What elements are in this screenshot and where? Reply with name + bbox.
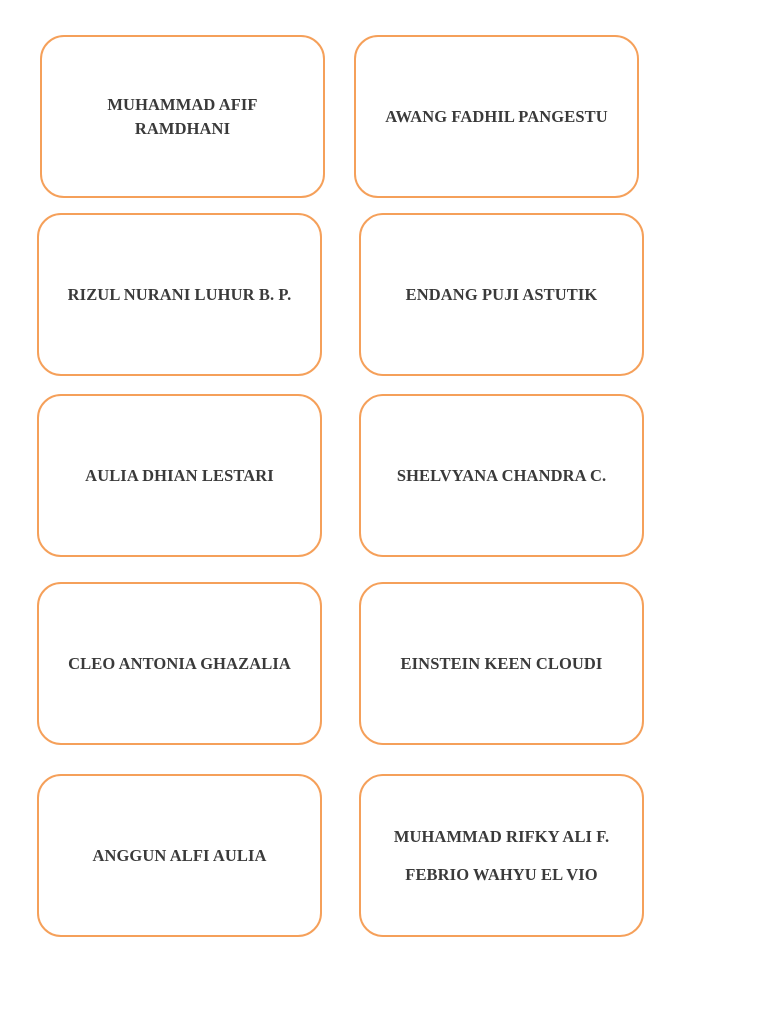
name-card (37, 394, 322, 557)
name-card (37, 582, 322, 745)
card-name-label: ANGGUN ALFI AULIA (92, 845, 267, 865)
name-card (359, 394, 644, 557)
card-name-label: FEBRIO WAHYU EL VIO (405, 864, 598, 884)
card-name-label: MUHAMMAD RIFKY ALI F. (393, 826, 610, 846)
name-card (354, 35, 639, 198)
name-card (37, 774, 322, 937)
name-card (40, 35, 325, 198)
name-card (359, 213, 644, 376)
card-name-label: RIZUL NURANI LUHUR B. P. (67, 284, 292, 304)
name-card (359, 582, 644, 745)
card-name-label: MUHAMMAD AFIF RAMDHANI (107, 94, 258, 138)
name-card (359, 774, 644, 937)
card-name-label: ENDANG PUJI ASTUTIK (405, 284, 598, 304)
card-name-label: CLEO ANTONIA GHAZALIA (68, 653, 291, 673)
card-name-label: AWANG FADHIL PANGESTU (385, 106, 608, 126)
name-card (37, 213, 322, 376)
card-name-label: EINSTEIN KEEN CLOUDI (400, 653, 603, 673)
card-name-label: SHELVYANA CHANDRA C. (396, 465, 607, 485)
card-name-label: AULIA DHIAN LESTARI (85, 465, 274, 485)
